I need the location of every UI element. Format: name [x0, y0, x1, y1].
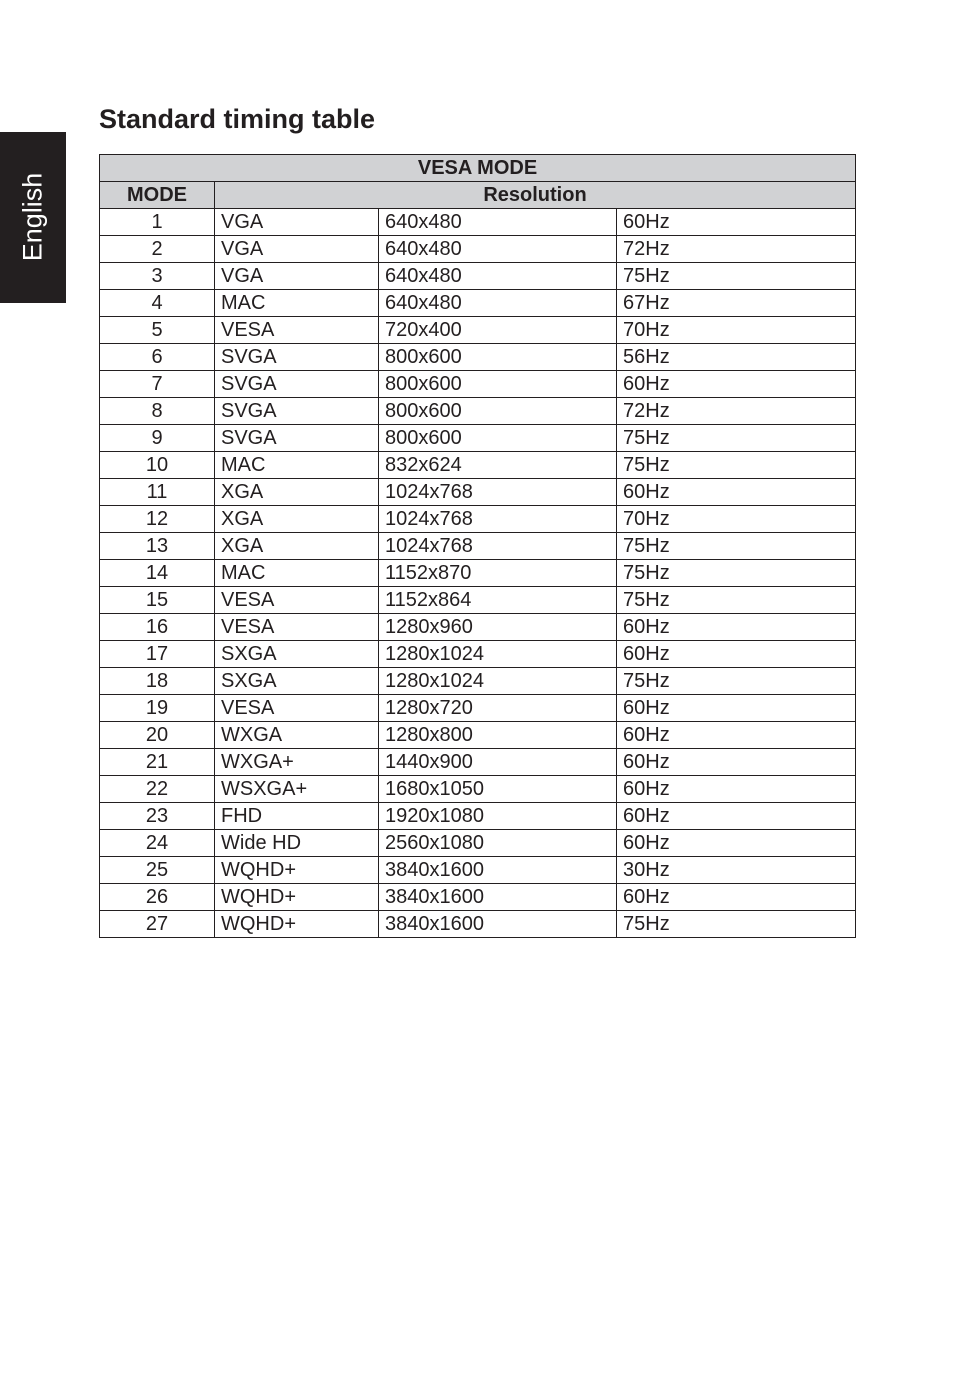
mode-name-cell: FHD	[215, 803, 379, 830]
mode-name-cell: SXGA	[215, 641, 379, 668]
resolution-cell: 1152x864	[379, 587, 617, 614]
mode-name-cell: XGA	[215, 479, 379, 506]
refresh-rate-cell: 60Hz	[617, 641, 856, 668]
mode-cell: 7	[100, 371, 215, 398]
mode-cell: 6	[100, 344, 215, 371]
table-row	[100, 209, 856, 236]
resolution-column-header: Resolution	[215, 182, 856, 209]
mode-name-cell: MAC	[215, 290, 379, 317]
resolution-cell: 1152x870	[379, 560, 617, 587]
table-row	[100, 506, 856, 533]
mode-name-cell: SVGA	[215, 371, 379, 398]
mode-name-cell: VGA	[215, 209, 379, 236]
mode-name-cell: VGA	[215, 263, 379, 290]
table-row	[100, 263, 856, 290]
table-row	[100, 398, 856, 425]
mode-name-cell: Wide HD	[215, 830, 379, 857]
resolution-cell: 640x480	[379, 263, 617, 290]
mode-name-cell: XGA	[215, 533, 379, 560]
table-row	[100, 371, 856, 398]
refresh-rate-cell: 60Hz	[617, 614, 856, 641]
refresh-rate-cell: 60Hz	[617, 776, 856, 803]
mode-name-cell: VESA	[215, 695, 379, 722]
vesa-mode-header: VESA MODE	[100, 155, 856, 182]
table-row	[100, 695, 856, 722]
mode-name-cell: SVGA	[215, 344, 379, 371]
mode-name-cell: XGA	[215, 506, 379, 533]
table-column-header-row	[100, 182, 856, 209]
refresh-rate-cell: 67Hz	[617, 290, 856, 317]
mode-name-cell: WXGA	[215, 722, 379, 749]
table-row	[100, 722, 856, 749]
table-row	[100, 560, 856, 587]
mode-cell: 24	[100, 830, 215, 857]
refresh-rate-cell: 75Hz	[617, 425, 856, 452]
resolution-cell: 640x480	[379, 290, 617, 317]
table-row	[100, 290, 856, 317]
table-row	[100, 803, 856, 830]
resolution-cell: 1440x900	[379, 749, 617, 776]
mode-cell: 22	[100, 776, 215, 803]
refresh-rate-cell: 75Hz	[617, 587, 856, 614]
mode-cell: 10	[100, 452, 215, 479]
mode-name-cell: VESA	[215, 317, 379, 344]
mode-name-cell: SXGA	[215, 668, 379, 695]
mode-column-header: MODE	[100, 182, 215, 209]
refresh-rate-cell: 72Hz	[617, 236, 856, 263]
mode-cell: 18	[100, 668, 215, 695]
page-title: Standard timing table	[99, 104, 376, 134]
table-row	[100, 614, 856, 641]
table-row	[100, 884, 856, 911]
mode-cell: 16	[100, 614, 215, 641]
mode-name-cell: SVGA	[215, 398, 379, 425]
resolution-cell: 1024x768	[379, 506, 617, 533]
refresh-rate-cell: 56Hz	[617, 344, 856, 371]
mode-cell: 4	[100, 290, 215, 317]
mode-cell: 23	[100, 803, 215, 830]
mode-name-cell: WQHD+	[215, 884, 379, 911]
table-row	[100, 911, 856, 938]
resolution-cell: 1920x1080	[379, 803, 617, 830]
refresh-rate-cell: 72Hz	[617, 398, 856, 425]
resolution-cell: 1680x1050	[379, 776, 617, 803]
resolution-cell: 640x480	[379, 209, 617, 236]
mode-name-cell: MAC	[215, 452, 379, 479]
table-row	[100, 749, 856, 776]
mode-name-cell: WSXGA+	[215, 776, 379, 803]
mode-cell: 13	[100, 533, 215, 560]
refresh-rate-cell: 75Hz	[617, 263, 856, 290]
table-row	[100, 452, 856, 479]
mode-name-cell: SVGA	[215, 425, 379, 452]
mode-cell: 5	[100, 317, 215, 344]
mode-cell: 15	[100, 587, 215, 614]
mode-cell: 27	[100, 911, 215, 938]
resolution-cell: 800x600	[379, 344, 617, 371]
refresh-rate-cell: 70Hz	[617, 317, 856, 344]
mode-cell: 2	[100, 236, 215, 263]
resolution-cell: 2560x1080	[379, 830, 617, 857]
refresh-rate-cell: 60Hz	[617, 209, 856, 236]
refresh-rate-cell: 60Hz	[617, 884, 856, 911]
table-row	[100, 587, 856, 614]
mode-name-cell: VGA	[215, 236, 379, 263]
resolution-cell: 1280x1024	[379, 668, 617, 695]
refresh-rate-cell: 60Hz	[617, 749, 856, 776]
mode-name-cell: MAC	[215, 560, 379, 587]
mode-cell: 8	[100, 398, 215, 425]
language-tab	[0, 132, 66, 303]
timing-table-body	[100, 209, 856, 938]
resolution-cell: 800x600	[379, 398, 617, 425]
table-row	[100, 479, 856, 506]
table-row	[100, 344, 856, 371]
mode-cell: 20	[100, 722, 215, 749]
refresh-rate-cell: 75Hz	[617, 668, 856, 695]
mode-cell: 9	[100, 425, 215, 452]
resolution-cell: 800x600	[379, 371, 617, 398]
refresh-rate-cell: 60Hz	[617, 803, 856, 830]
mode-cell: 21	[100, 749, 215, 776]
mode-name-cell: WQHD+	[215, 857, 379, 884]
refresh-rate-cell: 30Hz	[617, 857, 856, 884]
mode-cell: 26	[100, 884, 215, 911]
resolution-cell: 720x400	[379, 317, 617, 344]
mode-cell: 25	[100, 857, 215, 884]
mode-cell: 1	[100, 209, 215, 236]
resolution-cell: 1280x720	[379, 695, 617, 722]
table-row	[100, 317, 856, 344]
resolution-cell: 1280x800	[379, 722, 617, 749]
resolution-cell: 3840x1600	[379, 884, 617, 911]
mode-name-cell: WXGA+	[215, 749, 379, 776]
resolution-cell: 3840x1600	[379, 911, 617, 938]
mode-name-cell: VESA	[215, 614, 379, 641]
refresh-rate-cell: 75Hz	[617, 560, 856, 587]
resolution-cell: 1024x768	[379, 533, 617, 560]
language-tab-label: English	[17, 172, 48, 262]
table-group-header-row	[100, 155, 856, 182]
resolution-cell: 1280x960	[379, 614, 617, 641]
refresh-rate-cell: 70Hz	[617, 506, 856, 533]
timing-table	[99, 154, 856, 938]
table-row	[100, 830, 856, 857]
resolution-cell: 640x480	[379, 236, 617, 263]
resolution-cell: 832x624	[379, 452, 617, 479]
table-row	[100, 236, 856, 263]
refresh-rate-cell: 60Hz	[617, 371, 856, 398]
mode-name-cell: VESA	[215, 587, 379, 614]
refresh-rate-cell: 60Hz	[617, 830, 856, 857]
table-row	[100, 425, 856, 452]
mode-cell: 11	[100, 479, 215, 506]
mode-name-cell: WQHD+	[215, 911, 379, 938]
refresh-rate-cell: 75Hz	[617, 533, 856, 560]
mode-cell: 17	[100, 641, 215, 668]
refresh-rate-cell: 75Hz	[617, 911, 856, 938]
refresh-rate-cell: 60Hz	[617, 695, 856, 722]
refresh-rate-cell: 75Hz	[617, 452, 856, 479]
resolution-cell: 3840x1600	[379, 857, 617, 884]
refresh-rate-cell: 60Hz	[617, 722, 856, 749]
mode-cell: 3	[100, 263, 215, 290]
mode-cell: 19	[100, 695, 215, 722]
mode-cell: 12	[100, 506, 215, 533]
table-row	[100, 776, 856, 803]
resolution-cell: 1024x768	[379, 479, 617, 506]
resolution-cell: 1280x1024	[379, 641, 617, 668]
resolution-cell: 800x600	[379, 425, 617, 452]
refresh-rate-cell: 60Hz	[617, 479, 856, 506]
table-row	[100, 857, 856, 884]
table-row	[100, 533, 856, 560]
mode-cell: 14	[100, 560, 215, 587]
table-row	[100, 641, 856, 668]
table-row	[100, 668, 856, 695]
